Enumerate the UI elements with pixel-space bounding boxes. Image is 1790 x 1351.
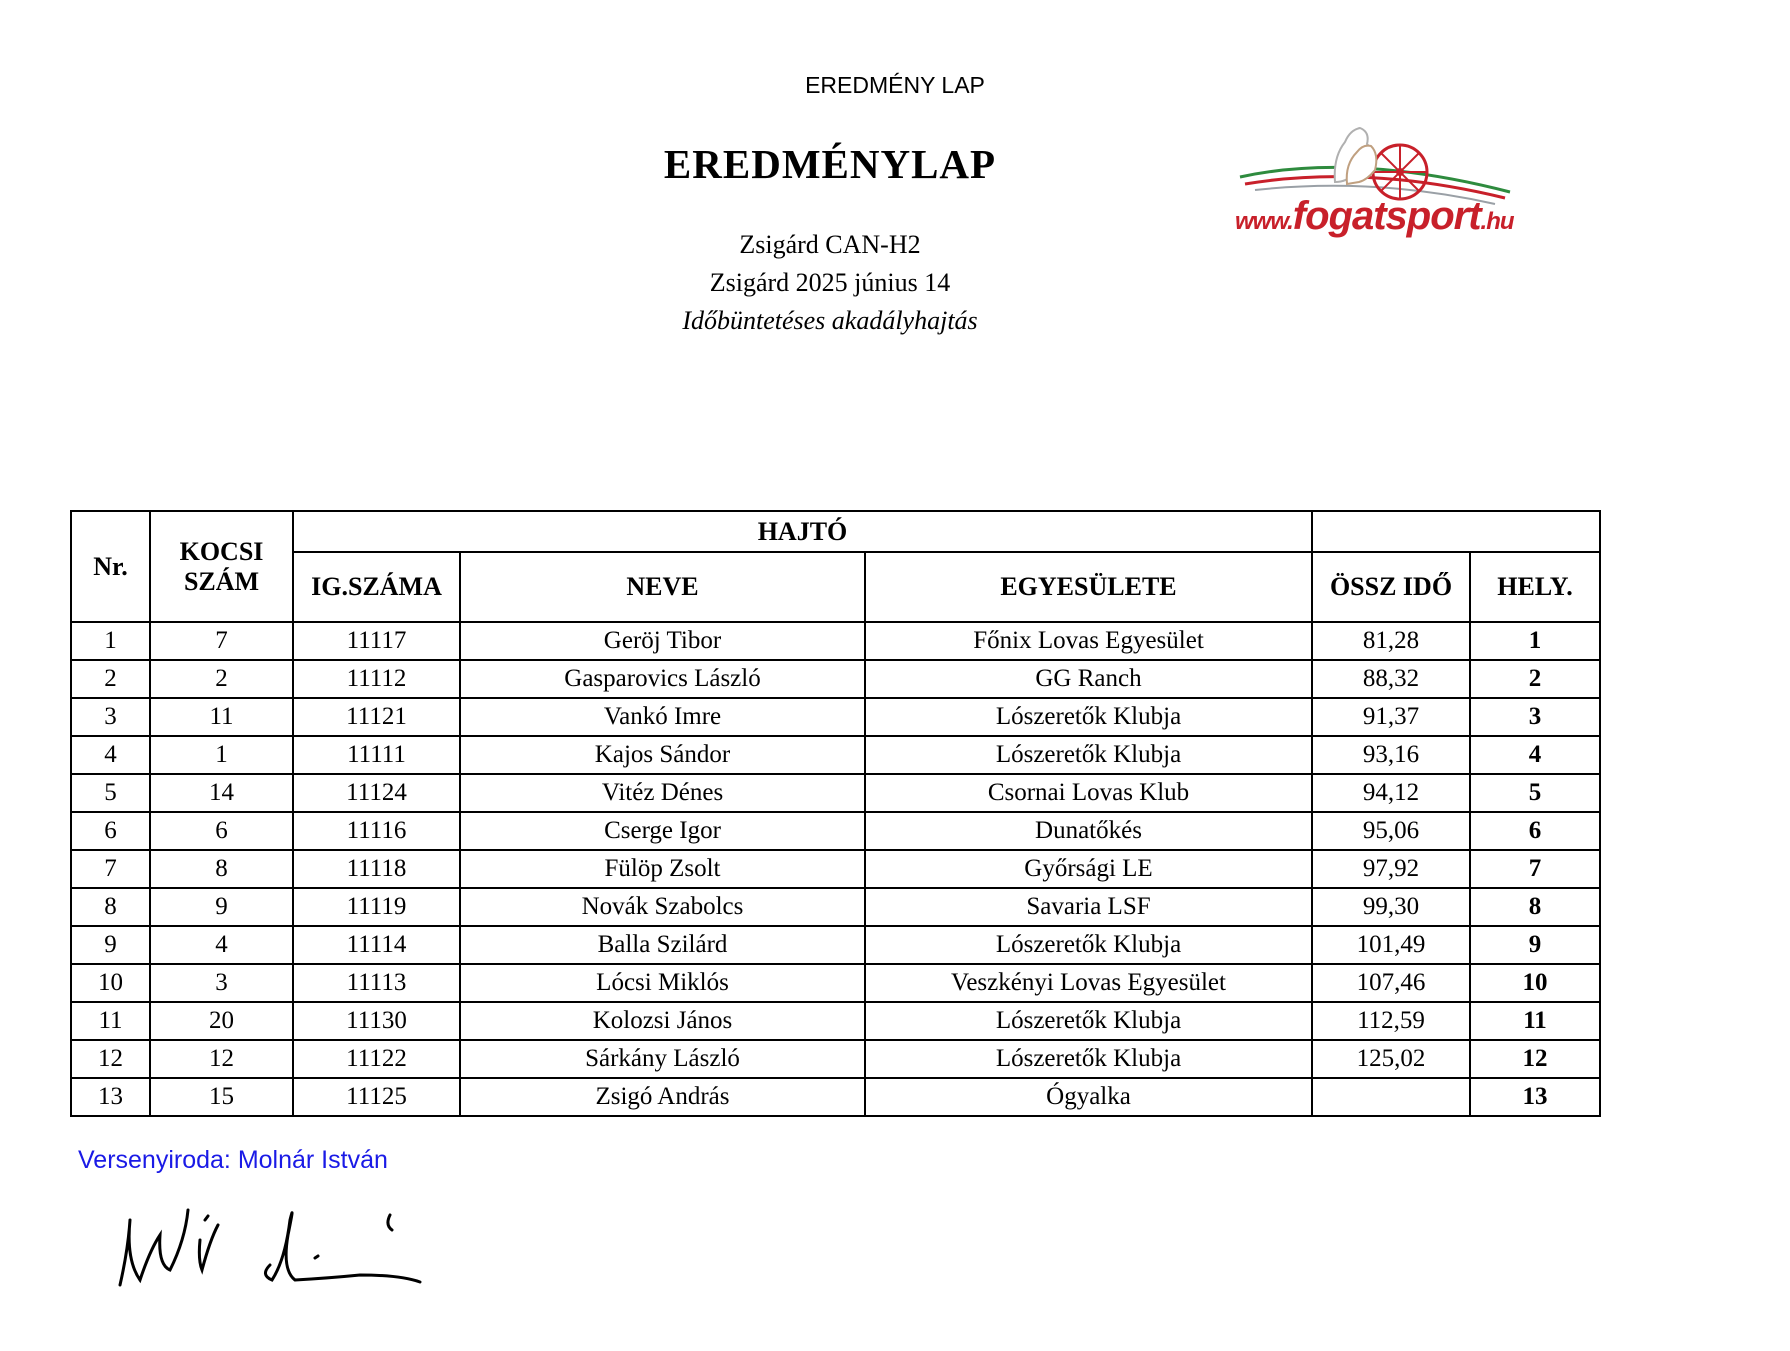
cell-kocsi-szam: 20 <box>150 1002 293 1040</box>
cell-ossz-ido: 94,12 <box>1312 774 1470 812</box>
cell-hely: 9 <box>1470 926 1600 964</box>
header-hely: HELY. <box>1470 552 1600 622</box>
table-row <box>71 698 1600 736</box>
cell-ig-szama: 11113 <box>293 964 460 1002</box>
cell-hely: 7 <box>1470 850 1600 888</box>
cell-kocsi-szam: 3 <box>150 964 293 1002</box>
table-row <box>71 888 1600 926</box>
cell-neve: Fülöp Zsolt <box>460 850 865 888</box>
handwritten-signature <box>100 1180 430 1300</box>
cell-ig-szama: 11119 <box>293 888 460 926</box>
cell-kocsi-szam: 6 <box>150 812 293 850</box>
cell-neve: Vankó Imre <box>460 698 865 736</box>
cell-nr: 9 <box>71 926 150 964</box>
cell-egyesulete: Főnix Lovas Egyesület <box>865 622 1312 660</box>
cell-neve: Zsigó András <box>460 1078 865 1116</box>
cell-ossz-ido: 88,32 <box>1312 660 1470 698</box>
cell-ig-szama: 11117 <box>293 622 460 660</box>
cell-kocsi-szam: 1 <box>150 736 293 774</box>
table-row <box>71 964 1600 1002</box>
cell-egyesulete: Lószeretők Klubja <box>865 926 1312 964</box>
results-body <box>71 622 1600 1116</box>
table-row <box>71 736 1600 774</box>
cell-hely: 4 <box>1470 736 1600 774</box>
cell-kocsi-szam: 2 <box>150 660 293 698</box>
cell-neve: Lócsi Miklós <box>460 964 865 1002</box>
cell-egyesulete: Lószeretők Klubja <box>865 1002 1312 1040</box>
cell-ig-szama: 11122 <box>293 1040 460 1078</box>
cell-neve: Kajos Sándor <box>460 736 865 774</box>
cell-nr: 7 <box>71 850 150 888</box>
cell-hely: 11 <box>1470 1002 1600 1040</box>
cell-egyesulete: Lószeretők Klubja <box>865 1040 1312 1078</box>
cell-neve: Geröj Tibor <box>460 622 865 660</box>
cell-egyesulete: Csornai Lovas Klub <box>865 774 1312 812</box>
header-empty-group <box>1312 511 1600 552</box>
cell-nr: 10 <box>71 964 150 1002</box>
cell-ig-szama: 11118 <box>293 850 460 888</box>
cell-egyesulete: Ógyalka <box>865 1078 1312 1116</box>
header-nr: Nr. <box>71 511 150 622</box>
cell-nr: 12 <box>71 1040 150 1078</box>
cell-ig-szama: 11121 <box>293 698 460 736</box>
cell-kocsi-szam: 12 <box>150 1040 293 1078</box>
cell-hely: 6 <box>1470 812 1600 850</box>
table-row <box>71 622 1600 660</box>
cell-hely: 8 <box>1470 888 1600 926</box>
cell-ossz-ido: 95,06 <box>1312 812 1470 850</box>
cell-hely: 3 <box>1470 698 1600 736</box>
table-row <box>71 660 1600 698</box>
cell-kocsi-szam: 11 <box>150 698 293 736</box>
table-row <box>71 1040 1600 1078</box>
header-ig-szama: IG.SZÁMA <box>293 552 460 622</box>
cell-egyesulete: GG Ranch <box>865 660 1312 698</box>
table-row <box>71 774 1600 812</box>
cell-ossz-ido: 99,30 <box>1312 888 1470 926</box>
event-date: Zsigárd 2025 június 14 <box>709 268 951 297</box>
event-name: Zsigárd CAN-H2 <box>739 230 921 259</box>
cell-ossz-ido: 125,02 <box>1312 1040 1470 1078</box>
cell-kocsi-szam: 8 <box>150 850 293 888</box>
cell-ig-szama: 11114 <box>293 926 460 964</box>
fogatsport-logo <box>1235 122 1515 252</box>
cell-nr: 8 <box>71 888 150 926</box>
header-kocsi-szam: KOCSI SZÁM <box>150 511 293 622</box>
cell-ig-szama: 11112 <box>293 660 460 698</box>
document-title: EREDMÉNYLAP <box>663 141 997 187</box>
cell-ossz-ido <box>1312 1078 1470 1116</box>
cell-ossz-ido: 81,28 <box>1312 622 1470 660</box>
cell-hely: 2 <box>1470 660 1600 698</box>
logo-text-main: fogatsport <box>1292 194 1481 238</box>
cell-kocsi-szam: 7 <box>150 622 293 660</box>
cell-nr: 11 <box>71 1002 150 1040</box>
logo-text-suffix: .hu <box>1480 208 1514 235</box>
cell-nr: 13 <box>71 1078 150 1116</box>
cell-neve: Balla Szilárd <box>460 926 865 964</box>
cell-kocsi-szam: 14 <box>150 774 293 812</box>
cell-neve: Novák Szabolcs <box>460 888 865 926</box>
cell-nr: 3 <box>71 698 150 736</box>
cell-neve: Sárkány László <box>460 1040 865 1078</box>
cell-egyesulete: Lószeretők Klubja <box>865 698 1312 736</box>
cell-ig-szama: 11130 <box>293 1002 460 1040</box>
table-header-row <box>71 511 1600 552</box>
cell-ossz-ido: 93,16 <box>1312 736 1470 774</box>
race-office-label: Versenyiroda: Molnár István <box>78 1146 388 1174</box>
cell-egyesulete: Győrsági LE <box>865 850 1312 888</box>
cell-neve: Cserge Igor <box>460 812 865 850</box>
table-row <box>71 812 1600 850</box>
cell-hely: 13 <box>1470 1078 1600 1116</box>
cell-hely: 12 <box>1470 1040 1600 1078</box>
cell-hely: 5 <box>1470 774 1600 812</box>
cell-egyesulete: Dunatőkés <box>865 812 1312 850</box>
header-hajto-group: HAJTÓ <box>293 511 1312 552</box>
cell-ossz-ido: 91,37 <box>1312 698 1470 736</box>
table-row <box>71 1002 1600 1040</box>
cell-neve: Vitéz Dénes <box>460 774 865 812</box>
cell-hely: 10 <box>1470 964 1600 1002</box>
event-type: Időbüntetéses akadályhajtás <box>682 306 978 335</box>
cell-egyesulete: Veszkényi Lovas Egyesület <box>865 964 1312 1002</box>
cell-ig-szama: 11125 <box>293 1078 460 1116</box>
cell-neve: Kolozsi János <box>460 1002 865 1040</box>
cell-egyesulete: Lószeretők Klubja <box>865 736 1312 774</box>
cell-ossz-ido: 101,49 <box>1312 926 1470 964</box>
cell-ig-szama: 11111 <box>293 736 460 774</box>
cell-nr: 1 <box>71 622 150 660</box>
cell-ossz-ido: 97,92 <box>1312 850 1470 888</box>
cell-nr: 2 <box>71 660 150 698</box>
cell-nr: 5 <box>71 774 150 812</box>
page-header-label: EREDMÉNY LAP <box>805 72 985 98</box>
cell-kocsi-szam: 4 <box>150 926 293 964</box>
cell-nr: 4 <box>71 736 150 774</box>
cell-kocsi-szam: 15 <box>150 1078 293 1116</box>
logo-text <box>1235 194 1515 239</box>
cell-ossz-ido: 112,59 <box>1312 1002 1470 1040</box>
cell-ig-szama: 11116 <box>293 812 460 850</box>
header-ossz-ido: ÖSSZ IDŐ <box>1312 552 1470 622</box>
cell-nr: 6 <box>71 812 150 850</box>
table-row <box>71 1078 1600 1116</box>
results-table <box>70 510 1601 1117</box>
cell-ossz-ido: 107,46 <box>1312 964 1470 1002</box>
table-subheader-row <box>71 552 1600 622</box>
cell-neve: Gasparovics László <box>460 660 865 698</box>
header-egyesulete: EGYESÜLETE <box>865 552 1312 622</box>
logo-text-prefix: www. <box>1235 208 1293 235</box>
table-row <box>71 850 1600 888</box>
cell-ig-szama: 11124 <box>293 774 460 812</box>
cell-kocsi-szam: 9 <box>150 888 293 926</box>
header-neve: NEVE <box>460 552 865 622</box>
table-row <box>71 926 1600 964</box>
cell-hely: 1 <box>1470 622 1600 660</box>
cell-egyesulete: Savaria LSF <box>865 888 1312 926</box>
